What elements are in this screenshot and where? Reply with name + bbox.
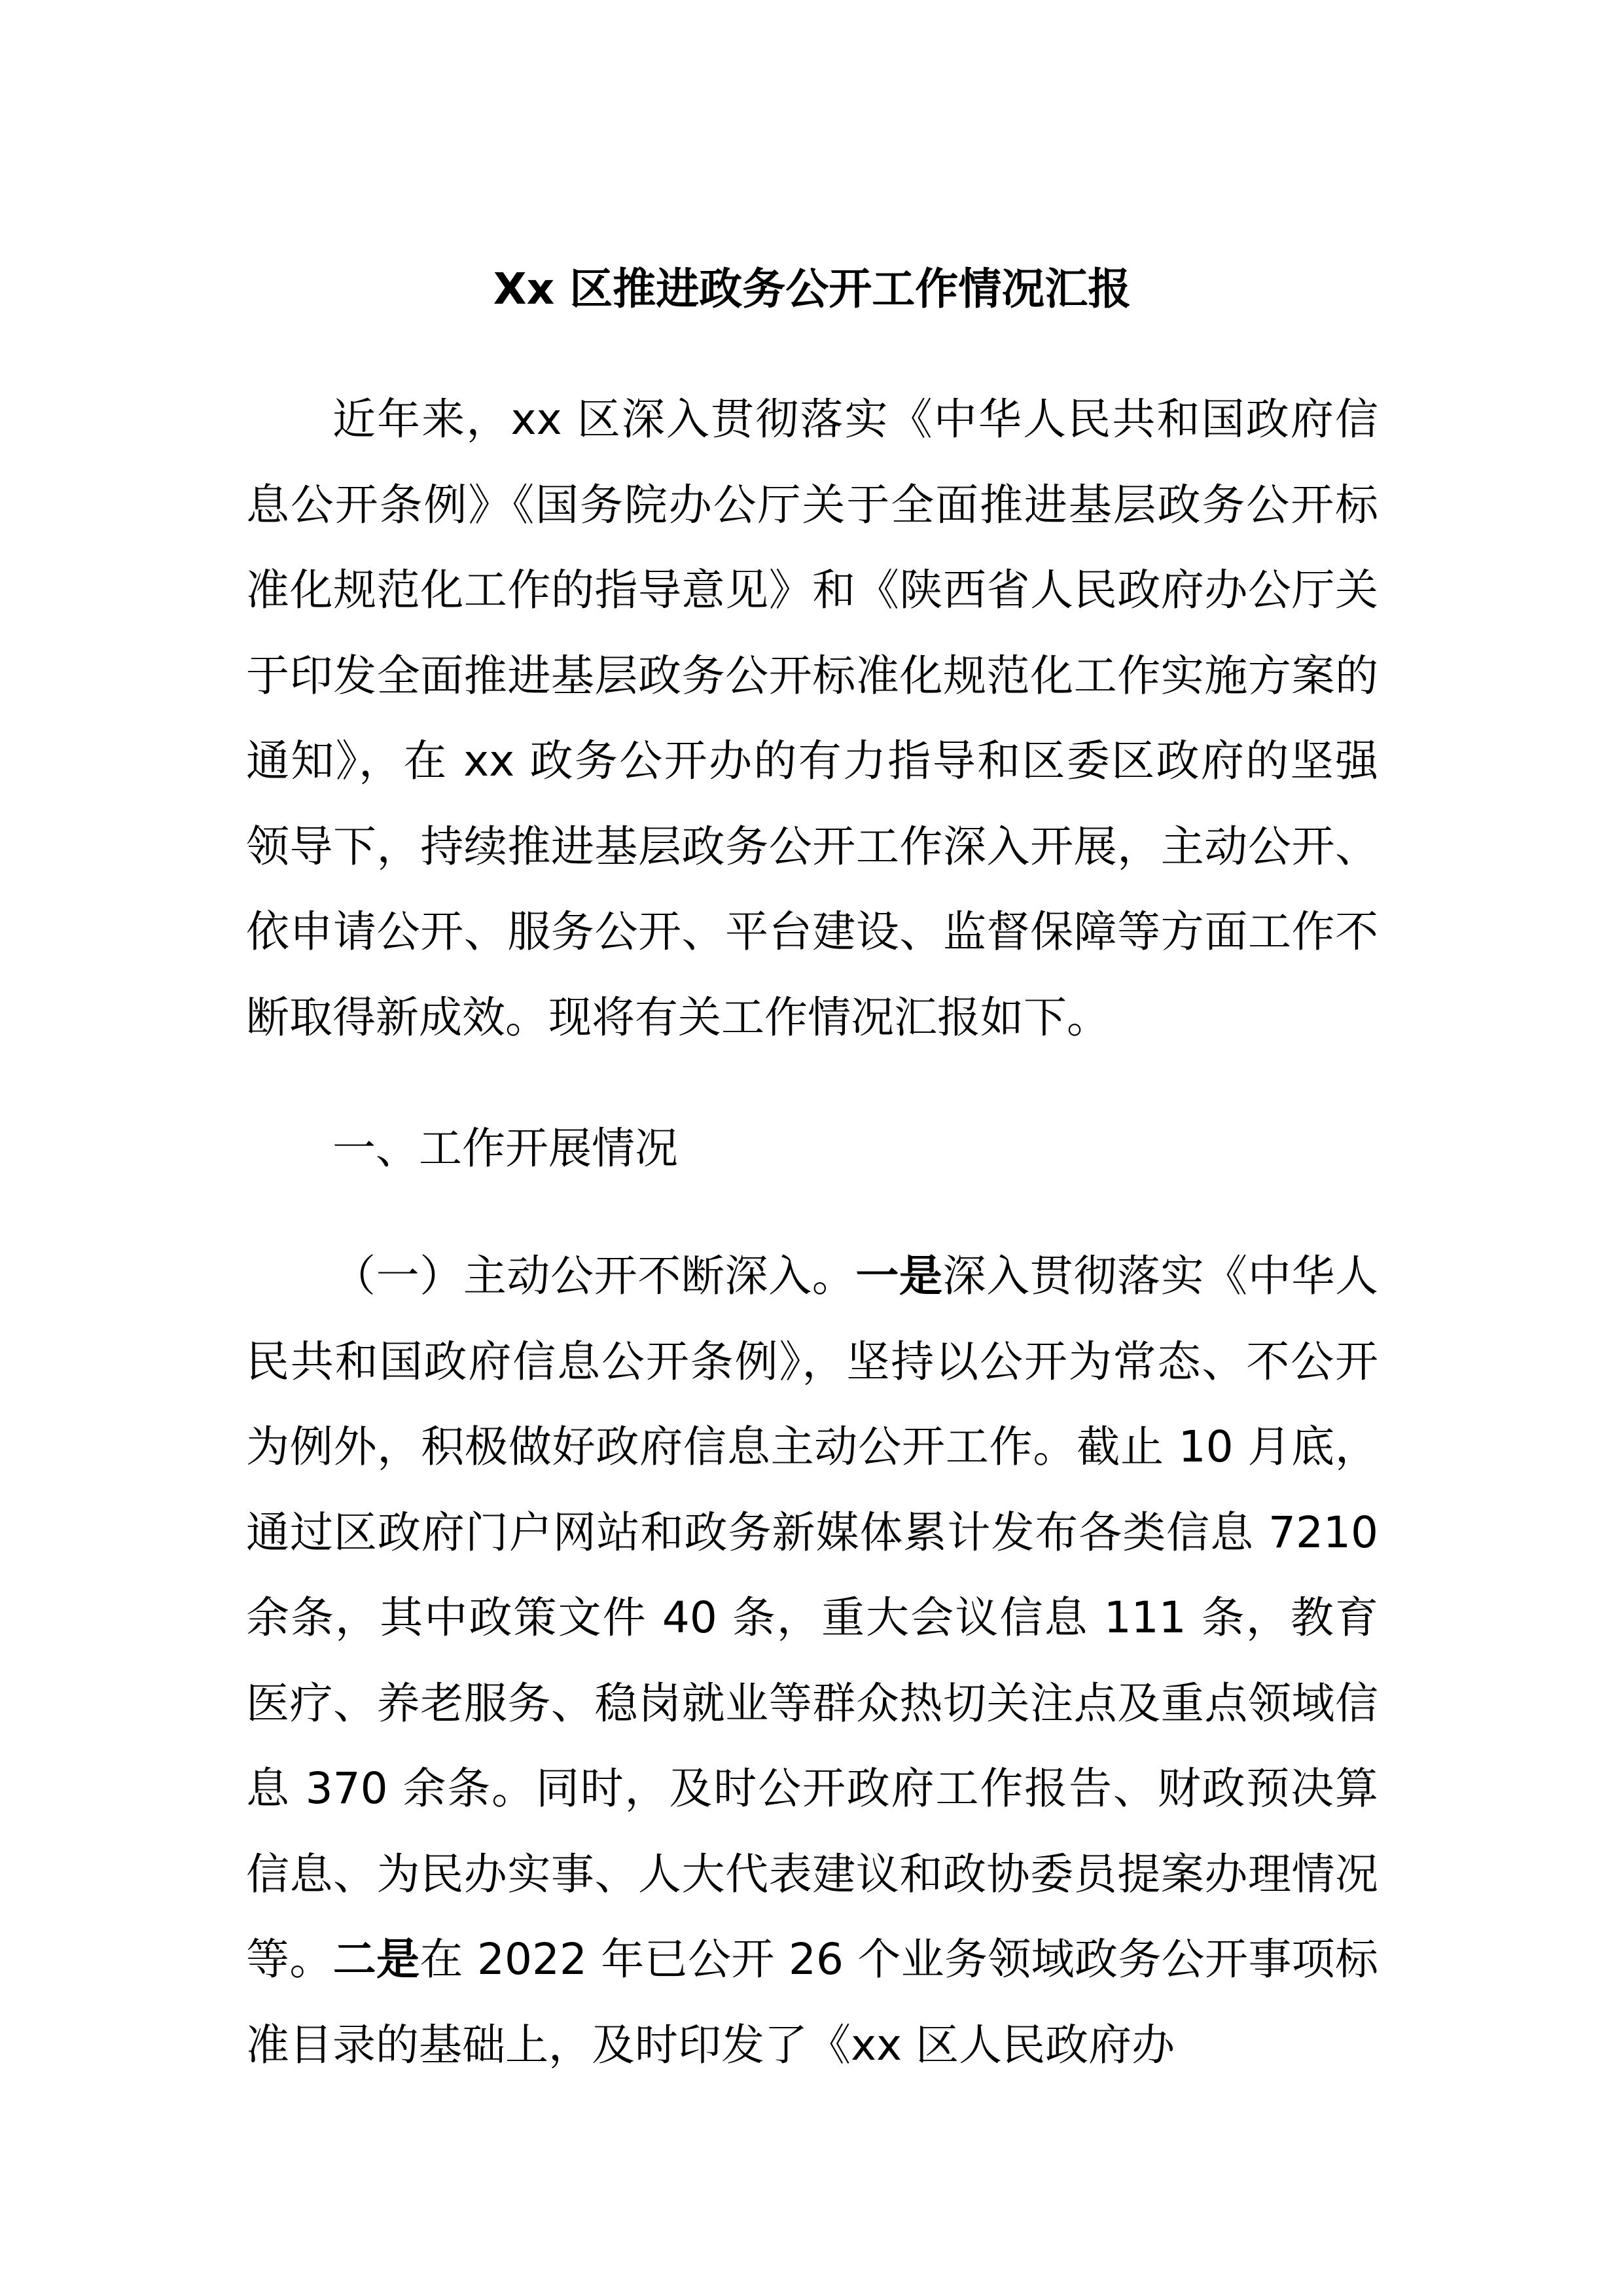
document-title: Xx 区推进政务公开工作情况汇报 <box>493 264 1132 314</box>
intro-paragraph: 近年来，xx 区深入贯彻落实《中华人民共和国政府信息公开条例》《国务院办公厅关于全面推进基层政务公开标准化规范化工作的指导意见》和《陕西省人民政府办公厅关于印发全面推进基层政务公开标准化规范化工作实施方案的通知》，在 xx 政务公开办的有力指导和区委区政府的坚强领导下，持续推进基层政务公开工作深入开展，主动公开、依申请公开、服务公开、平台建设、监督保障等方面工作不断取得新成效。现将有关工作情况汇报如下。 <box>246 394 1378 1043</box>
point-one-label: 一是 <box>855 1251 943 1301</box>
section-paragraph <box>246 1234 1378 2088</box>
point-one-text: 深入贯彻落实《中华人民共和国政府信息公开条例》，坚持以公开为常态、不公开为例外，积极做好政府信息主动公开工作。截止 10 月底，通过区政府门户网站和政务新媒体累计发布各类信息 7210 余条，其中政策文件 40 条，重大会议信息 111 条，教育医疗、养老服务、稳岗就业等群众热切关注点及重点领域信息 370 余条。同时，及时公开政府工作报告、财政预决算信息、为民办实事、人大代表建议和政协委员提案办理情况等。 <box>246 1251 1379 1984</box>
point-two-text: 在 2022 年已公开 26 个业务领域政务公开事项标准目录的基础上，及时印发了《xx 区人民政府办 <box>246 1934 1379 2070</box>
section-heading: 一、工作开展情况 <box>332 1123 678 1174</box>
subsection-lead: （一）主动公开不断深入。 <box>332 1251 856 1301</box>
point-two-label: 二是 <box>332 1934 420 1984</box>
